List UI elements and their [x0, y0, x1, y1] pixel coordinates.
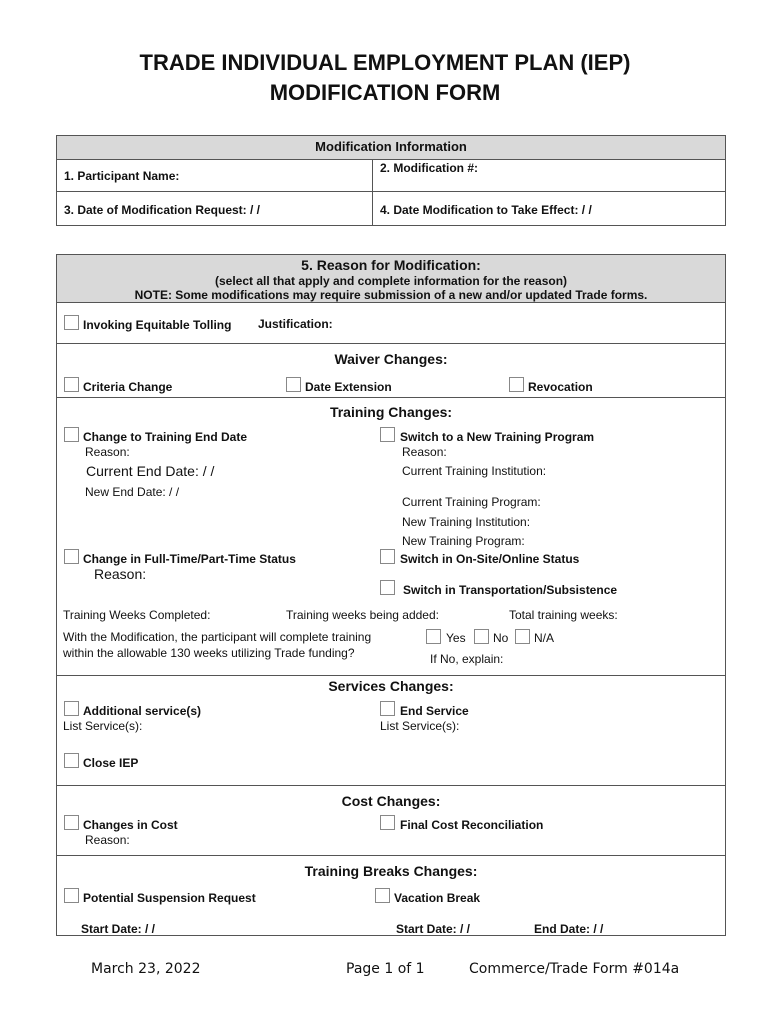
- revocation-label: Revocation: [528, 380, 593, 394]
- footer-date: March 23, 2022: [91, 961, 201, 977]
- question-line1: With the Modification, the participant will complete training: [63, 630, 372, 644]
- question-line2: within the allowable 130 weeks utilizing Trade funding?: [63, 646, 355, 660]
- current-institution-label: Current Training Institution:: [402, 464, 547, 478]
- switch-program-label: Switch to a New Training Program: [400, 430, 595, 444]
- criteria-change-checkbox[interactable]: [64, 377, 79, 392]
- additional-service-label: Additional service(s): [83, 704, 202, 718]
- end-date-reason-label: Reason:: [85, 445, 130, 459]
- date-of-request-label[interactable]: 3. Date of Modification Request: / /: [64, 203, 261, 217]
- footer-page: Page 1 of 1: [346, 961, 425, 977]
- end-date-checkbox[interactable]: [64, 427, 79, 442]
- yes-label: Yes: [446, 631, 466, 645]
- end-date-label: Change to Training End Date: [83, 430, 248, 444]
- weeks-completed-label: Training Weeks Completed:: [63, 608, 211, 622]
- vacation-start-date: Start Date: / /: [396, 922, 471, 936]
- na-checkbox[interactable]: [515, 629, 530, 644]
- transport-checkbox[interactable]: [380, 580, 395, 595]
- end-service-checkbox[interactable]: [380, 701, 395, 716]
- new-end-date-label: New End Date: / /: [85, 485, 180, 499]
- revocation-checkbox[interactable]: [509, 377, 524, 392]
- training-header: Training Changes:: [329, 404, 453, 420]
- onsite-online-label: Switch in On-Site/Online Status: [400, 552, 580, 566]
- suspension-start-date: Start Date: / /: [81, 922, 156, 936]
- date-take-effect-label[interactable]: 4. Date Modification to Take Effect: / /: [380, 203, 592, 217]
- switch-program-checkbox[interactable]: [380, 427, 395, 442]
- date-extension-checkbox[interactable]: [286, 377, 301, 392]
- na-label: N/A: [534, 631, 555, 645]
- waiver-header: Waiver Changes:: [334, 351, 448, 367]
- final-cost-checkbox[interactable]: [380, 815, 395, 830]
- vacation-checkbox[interactable]: [375, 888, 390, 903]
- weeks-total-label: Total training weeks:: [509, 608, 618, 622]
- modification-number-label[interactable]: 2. Modification #:: [380, 161, 479, 175]
- modinfo-header: Modification Information: [315, 139, 467, 154]
- vacation-label: Vacation Break: [394, 891, 481, 905]
- changes-in-cost-label: Changes in Cost: [83, 818, 178, 832]
- participant-name-label[interactable]: 1. Participant Name:: [64, 169, 180, 183]
- tolling-label: Invoking Equitable Tolling: [83, 318, 232, 332]
- suspension-label: Potential Suspension Request: [83, 891, 256, 905]
- suspension-checkbox[interactable]: [64, 888, 79, 903]
- reason-subheader: (select all that apply and complete information for the reason): [214, 274, 568, 288]
- current-program-label: Current Training Program:: [402, 495, 541, 509]
- close-iep-label: Close IEP: [83, 756, 139, 770]
- cost-header: Cost Changes:: [341, 793, 441, 809]
- if-no-explain-label: If No, explain:: [430, 652, 504, 666]
- final-cost-label: Final Cost Reconciliation: [400, 818, 544, 832]
- footer-form-number: Commerce/Trade Form #014a: [469, 961, 680, 977]
- form-title-line1: TRADE INDIVIDUAL EMPLOYMENT PLAN (IEP): [139, 50, 631, 75]
- justification-label: Justification:: [258, 317, 333, 331]
- yes-checkbox[interactable]: [426, 629, 441, 644]
- ft-pt-reason-label: Reason:: [94, 566, 147, 582]
- services-header: Services Changes:: [328, 678, 454, 694]
- cost-reason-label: Reason:: [85, 833, 130, 847]
- weeks-added-label: Training weeks being added:: [286, 608, 439, 622]
- vacation-end-date: End Date: / /: [534, 922, 604, 936]
- reason-note: NOTE: Some modifications may require submission of a new and/or updated Trade forms.: [134, 288, 648, 302]
- form-title-line2: MODIFICATION FORM: [269, 80, 501, 105]
- changes-in-cost-checkbox[interactable]: [64, 815, 79, 830]
- ft-pt-checkbox[interactable]: [64, 549, 79, 564]
- new-institution-label: New Training Institution:: [402, 515, 531, 529]
- date-extension-label: Date Extension: [305, 380, 392, 394]
- list-services-label-right: List Service(s):: [380, 719, 460, 733]
- switch-program-reason-label: Reason:: [402, 445, 447, 459]
- no-label: No: [493, 631, 509, 645]
- end-service-label: End Service: [400, 704, 469, 718]
- tolling-checkbox[interactable]: [64, 315, 79, 330]
- transport-label: Switch in Transportation/Subsistence: [403, 583, 618, 597]
- no-checkbox[interactable]: [474, 629, 489, 644]
- criteria-change-label: Criteria Change: [83, 380, 173, 394]
- ft-pt-label: Change in Full-Time/Part-Time Status: [83, 552, 296, 566]
- additional-service-checkbox[interactable]: [64, 701, 79, 716]
- breaks-header: Training Breaks Changes:: [304, 863, 478, 879]
- current-end-date-label: Current End Date: / /: [86, 463, 215, 479]
- onsite-online-checkbox[interactable]: [380, 549, 395, 564]
- new-program-label: New Training Program:: [402, 534, 525, 548]
- list-services-label-left: List Service(s):: [63, 719, 143, 733]
- close-iep-checkbox[interactable]: [64, 753, 79, 768]
- reason-header: 5. Reason for Modification:: [301, 257, 481, 273]
